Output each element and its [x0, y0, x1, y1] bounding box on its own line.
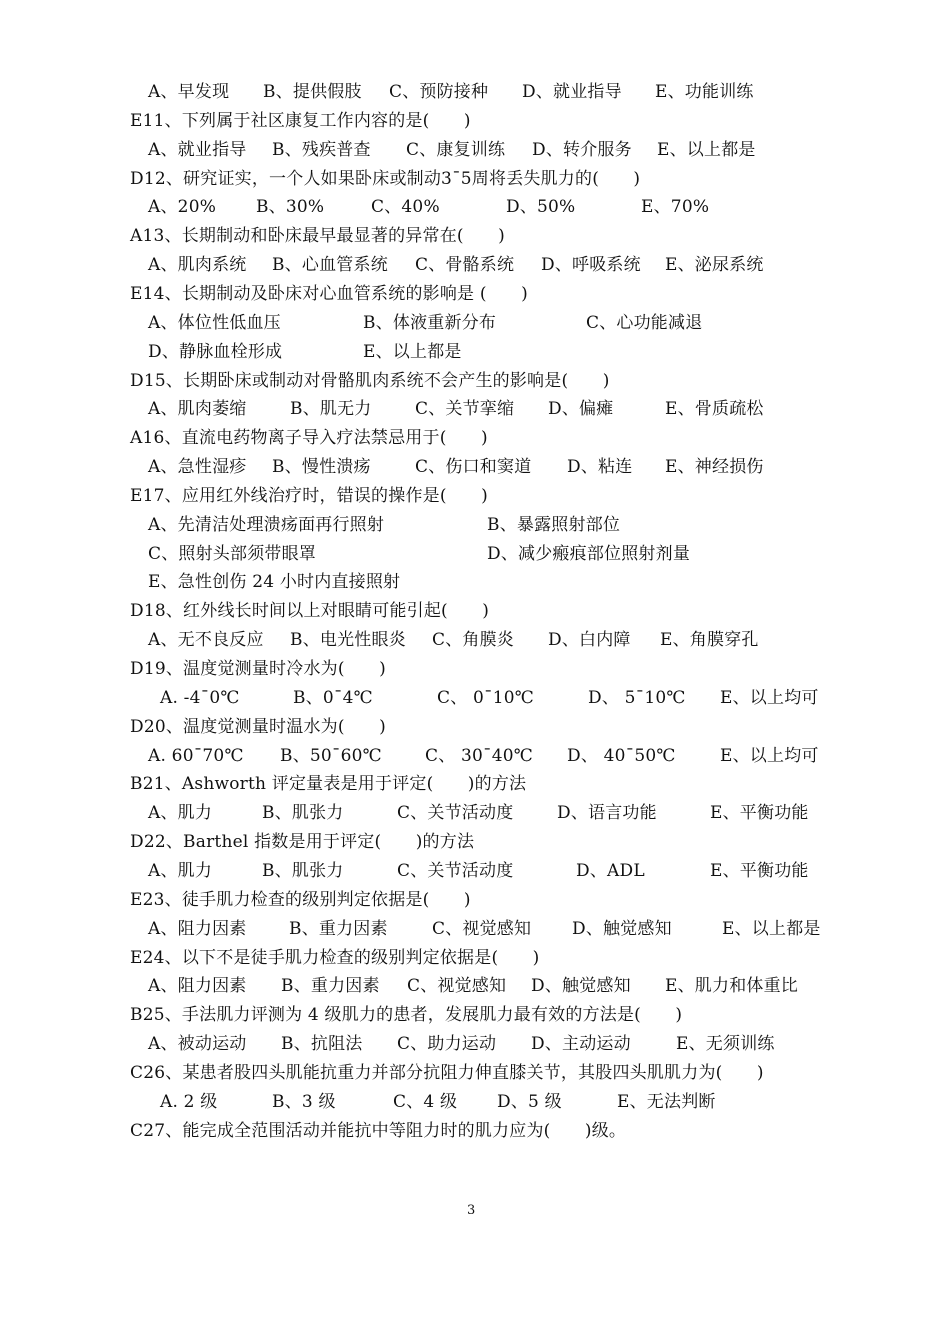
answer-option: A. 2 级	[160, 1091, 218, 1112]
answer-option: A、先清洁处理溃疡面再行照射	[148, 514, 385, 535]
answer-option: B、慢性溃疡	[272, 457, 371, 478]
answer-option: D、转介服务	[532, 139, 632, 160]
answer-option: A. 60¯70℃	[148, 745, 244, 766]
answer-option: D、 40¯50℃	[567, 745, 676, 766]
answer-option: C、 30¯40℃	[425, 745, 533, 766]
question-text: E17、应用红外线治疗时，错误的操作是( )	[130, 485, 488, 506]
answer-option: C、关节挛缩	[415, 399, 515, 420]
option-row	[0, 338, 950, 366]
answer-option: C、照射头部须带眼罩	[148, 543, 317, 564]
answer-option: E、以上都是	[722, 918, 821, 939]
answer-option: E、平衡功能	[710, 803, 809, 824]
question-text: D15、长期卧床或制动对骨骼肌肉系统不会产生的影响是( )	[130, 370, 610, 391]
answer-option: D、ADL	[576, 860, 645, 881]
question-text: E23、徒手肌力检查的级别判定依据是( )	[130, 889, 471, 910]
answer-option: D、主动运动	[531, 1034, 631, 1055]
answer-option: E、无法判断	[617, 1091, 716, 1112]
answer-option: E、以上都是	[363, 341, 462, 362]
answer-option: D、触觉感知	[572, 918, 672, 939]
answer-option: B、0¯4℃	[293, 687, 373, 708]
answer-option: A、阻力因素	[148, 918, 247, 939]
answer-option: B、体液重新分布	[363, 312, 497, 333]
option-row	[0, 251, 950, 279]
answer-option: D、减少瘢痕部位照射剂量	[487, 543, 691, 564]
answer-option: E、角膜穿孔	[660, 630, 759, 651]
answer-option: A、肌肉系统	[148, 255, 247, 276]
question-text: B21、Ashworth 评定量表是用于评定( )的方法	[130, 774, 527, 795]
question-text: D19、温度觉测量时冷水为( )	[130, 659, 386, 679]
answer-option: B、肌张力	[262, 803, 344, 824]
answer-option: B、重力因素	[289, 918, 388, 939]
answer-option: D、语言功能	[557, 803, 657, 824]
answer-option: D、5 级	[497, 1091, 562, 1112]
answer-option: E、以上都是	[657, 139, 756, 160]
option-row	[0, 453, 950, 481]
option-row	[0, 799, 950, 827]
question-text: C26、某患者股四头肌能抗重力并部分抗阻力伸直膝关节，其股四头肌肌力为( )	[130, 1062, 764, 1083]
answer-option: C、40%	[371, 197, 440, 218]
answer-option: E、功能训练	[655, 82, 754, 102]
answer-option: C、预防接种	[389, 82, 489, 102]
answer-option: C、心功能减退	[586, 312, 703, 333]
answer-option: E、以上均可	[720, 745, 819, 766]
answer-option: A、肌力	[148, 860, 213, 881]
option-row	[0, 626, 950, 654]
answer-option: A、肌力	[148, 803, 213, 824]
option-row	[0, 136, 950, 164]
question-text: A13、长期制动和卧床最早最显著的异常在( )	[130, 226, 505, 247]
answer-option: B、心血管系统	[272, 255, 388, 276]
answer-option: B、30%	[256, 197, 325, 218]
answer-option: D、50%	[506, 197, 576, 218]
answer-option: C、骨骼系统	[415, 255, 515, 276]
answer-option: E、泌尿系统	[665, 255, 764, 276]
answer-option: E、神经损伤	[665, 457, 764, 478]
answer-option: B、3 级	[272, 1091, 336, 1112]
answer-option: D、偏瘫	[548, 399, 614, 420]
question-text: A16、直流电药物离子导入疗法禁忌用于( )	[130, 428, 488, 449]
answer-option: D、静脉血栓形成	[148, 341, 283, 362]
question-text: D22、Barthel 指数是用于评定( )的方法	[130, 832, 475, 853]
option-row	[0, 972, 950, 1000]
answer-option: D、触觉感知	[531, 976, 631, 997]
answer-option: D、粘连	[567, 457, 633, 478]
answer-option: A、肌肉萎缩	[148, 399, 247, 420]
answer-option: B、50¯60℃	[280, 745, 382, 766]
answer-option: E、70%	[641, 197, 710, 218]
answer-option: D、呼吸系统	[541, 255, 641, 276]
question-text: E11、下列属于社区康复工作内容的是( )	[130, 110, 471, 131]
question-text: B25、手法肌力评测为 4 级肌力的患者，发展肌力最有效的方法是( )	[130, 1005, 683, 1026]
option-row	[0, 915, 950, 943]
answer-option: E、以上均可	[720, 687, 819, 708]
answer-option: C、4 级	[393, 1091, 458, 1112]
answer-option: E、骨质疏松	[665, 399, 764, 420]
option-row	[0, 309, 950, 337]
answer-option: A、早发现	[148, 82, 230, 102]
answer-option: A、被动运动	[148, 1034, 247, 1055]
answer-option: A、阻力因素	[148, 976, 247, 997]
answer-option: A、急性湿疹	[148, 457, 247, 478]
answer-option: D、 5¯10℃	[588, 687, 686, 708]
answer-option: A、20%	[148, 197, 217, 218]
answer-option: C、助力运动	[397, 1034, 497, 1055]
option-row	[0, 78, 950, 106]
option-row	[0, 540, 950, 568]
option-row	[0, 1030, 950, 1058]
answer-option: B、残疾普查	[272, 139, 371, 160]
answer-option: B、重力因素	[281, 976, 380, 997]
answer-option: C、康复训练	[406, 139, 506, 160]
question-text: E14、长期制动及卧床对心血管系统的影响是 ( )	[130, 283, 528, 304]
question-text: D12、研究证实，一个人如果卧床或制动3¯5周将丢失肌力的( )	[130, 168, 641, 189]
answer-option: B、肌无力	[290, 399, 372, 420]
answer-option: A. -4¯0℃	[160, 687, 240, 708]
answer-option: B、提供假肢	[263, 82, 362, 102]
answer-option: A、就业指导	[148, 139, 247, 160]
question-text: D20、温度觉测量时温水为( )	[130, 716, 386, 737]
option-row	[0, 193, 950, 221]
answer-option: E、肌力和体重比	[665, 976, 799, 997]
answer-option: A、无不良反应	[148, 630, 264, 651]
option-row	[0, 1088, 950, 1116]
answer-option: C、关节活动度	[397, 860, 514, 881]
answer-option: D、就业指导	[522, 82, 622, 102]
answer-option: C、关节活动度	[397, 803, 514, 824]
answer-option: C、角膜炎	[432, 630, 515, 651]
answer-option: D、白内障	[548, 630, 631, 651]
answer-option: B、暴露照射部位	[487, 514, 621, 535]
answer-option: C、视觉感知	[407, 976, 507, 997]
answer-option: E、急性创伤 24 小时内直接照射	[148, 572, 401, 593]
answer-option: B、抗阻法	[281, 1034, 363, 1055]
question-text: D18、红外线长时间以上对眼睛可能引起( )	[130, 601, 490, 622]
option-row	[0, 742, 950, 770]
answer-option: E、无须训练	[676, 1034, 775, 1055]
answer-option: C、 0¯10℃	[437, 687, 534, 708]
answer-option: B、肌张力	[262, 860, 344, 881]
answer-option: C、伤口和窦道	[415, 457, 532, 478]
question-text: E24、以下不是徒手肌力检查的级别判定依据是( )	[130, 947, 540, 968]
answer-option: B、电光性眼炎	[290, 630, 406, 651]
question-text: C27、能完成全范围活动并能抗中等阻力时的肌力应为( )级。	[130, 1120, 627, 1141]
option-row	[0, 395, 950, 423]
answer-option: E、平衡功能	[710, 860, 809, 881]
option-row	[0, 684, 950, 712]
option-row	[0, 857, 950, 885]
option-row	[0, 511, 950, 539]
answer-option: C、视觉感知	[432, 918, 532, 939]
answer-option: A、体位性低血压	[148, 312, 281, 333]
page-number: 3	[467, 1203, 476, 1218]
option-row	[0, 568, 950, 596]
